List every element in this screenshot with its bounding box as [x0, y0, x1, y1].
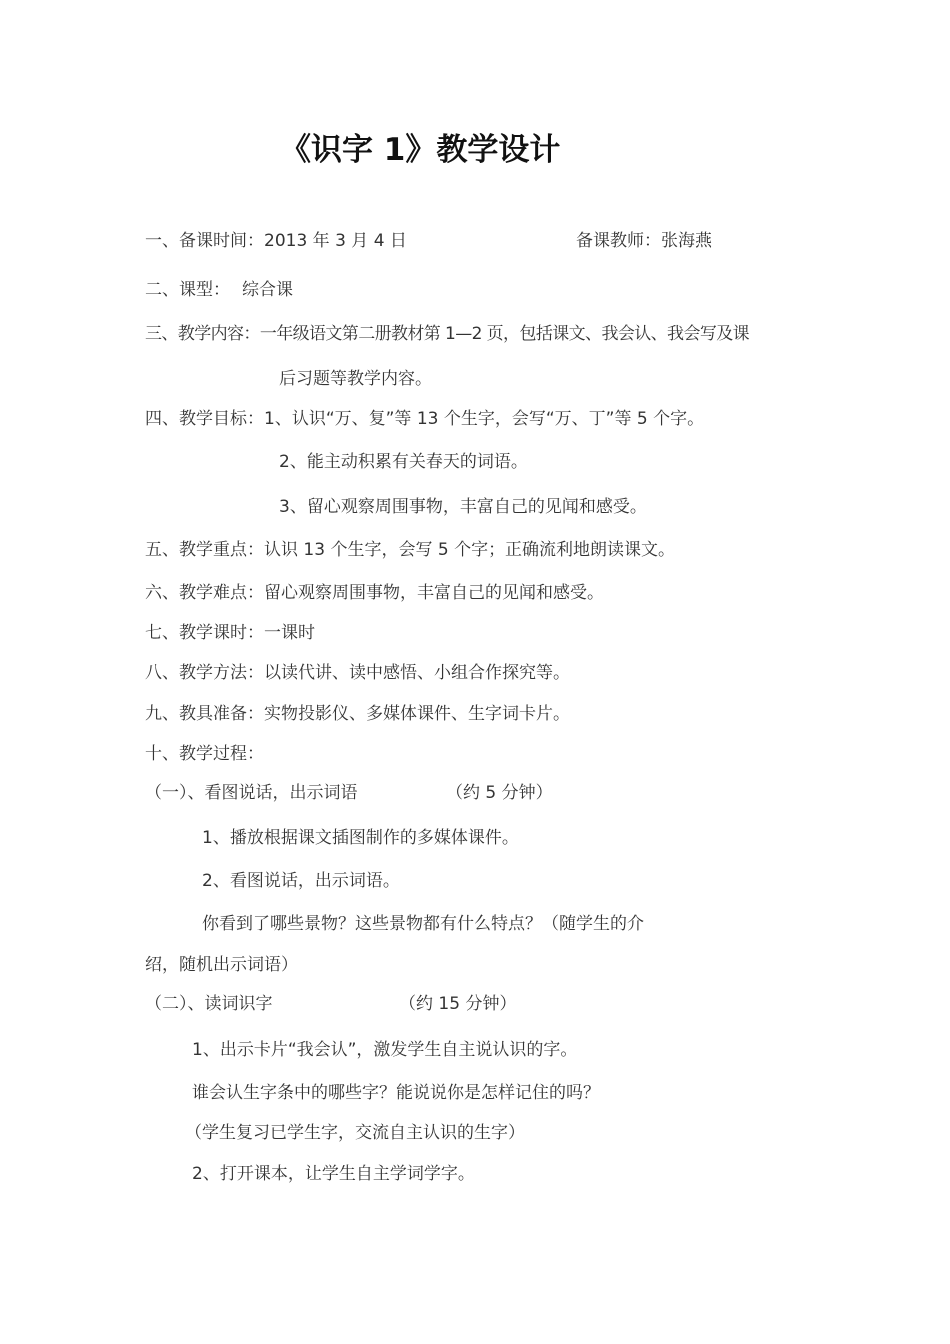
materials-line [145, 703, 570, 725]
s1-item-2: 2、看图说话，出示词语。 [202, 871, 400, 891]
difficulties-line [145, 582, 604, 604]
document-title: 《识字 1》教学设计 [280, 132, 561, 168]
s2-question-2: （学生复习已学生字，交流自主认识的生字） [185, 1123, 525, 1143]
section-2-heading: （二）、读词识字 [145, 994, 273, 1014]
materials-label: 九、教具准备： [145, 704, 264, 724]
methods-value: 以读代讲、读中感悟、小组合作探究等。 [264, 663, 570, 683]
key-points-line [145, 539, 675, 561]
prep-time-line [145, 230, 407, 252]
lesson-type-label: 二、课型： [145, 280, 230, 300]
lesson-type-value: 综合课 [242, 280, 293, 300]
process-line [145, 743, 264, 765]
teacher-line [576, 230, 712, 252]
objective-3: 3、留心观察周围事物，丰富自己的见闻和感受。 [279, 497, 647, 517]
objectives-label: 四、教学目标： [145, 409, 264, 429]
section-2-time: （约 15 分钟） [399, 994, 517, 1014]
methods-line [145, 662, 570, 684]
content-line [145, 323, 749, 345]
s1-question-1: 你看到了哪些景物？这些景物都有什么特点？（随学生的介 [202, 914, 644, 934]
methods-label: 八、教学方法： [145, 663, 264, 683]
teacher-value: 张海燕 [661, 231, 712, 251]
class-hours-label: 七、教学课时： [145, 623, 264, 643]
key-points-label: 五、教学重点： [145, 540, 264, 560]
section-1-time: （约 5 分钟） [446, 783, 553, 803]
content-continued: 后习题等教学内容。 [279, 369, 432, 389]
prep-time-value: 2013 年 3 月 4 日 [264, 231, 407, 251]
materials-value: 实物投影仪、多媒体课件、生字词卡片。 [264, 704, 570, 724]
difficulties-label: 六、教学难点： [145, 583, 264, 603]
class-hours-line [145, 622, 315, 644]
process-label: 十、教学过程： [145, 744, 264, 764]
section-1-heading: （一）、看图说话，出示词语 [145, 783, 358, 803]
s1-question-2: 绍，随机出示词语） [145, 955, 298, 975]
objective-2: 2、能主动积累有关春天的词语。 [279, 452, 528, 472]
teacher-label: 备课教师： [576, 231, 661, 251]
objectives-line [145, 408, 704, 430]
content-label: 三、教学内容： [145, 324, 260, 344]
difficulties-value: 留心观察周围事物，丰富自己的见闻和感受。 [264, 583, 604, 603]
objective-1: 1、认识“万、复”等 13 个生字，会写“万、丁”等 5 个字。 [264, 409, 705, 429]
s2-item-2: 2、打开课本，让学生自主学词学字。 [192, 1164, 475, 1184]
s2-question-1: 谁会认生字条中的哪些字？能说说你是怎样记住的吗？ [192, 1083, 600, 1103]
key-points-value: 认识 13 个生字，会写 5 个字；正确流利地朗读课文。 [264, 540, 676, 560]
s1-item-1: 1、播放根据课文插图制作的多媒体课件。 [202, 828, 519, 848]
content-value: 一年级语文第二册教材第 1—2 页，包括课文、我会认、我会写及课 [259, 324, 750, 344]
lesson-type-line [145, 279, 293, 301]
s2-item-1: 1、出示卡片“我会认”，激发学生自主说认识的字。 [192, 1040, 578, 1060]
class-hours-value: 一课时 [264, 623, 315, 643]
prep-time-label: 一、备课时间： [145, 231, 264, 251]
